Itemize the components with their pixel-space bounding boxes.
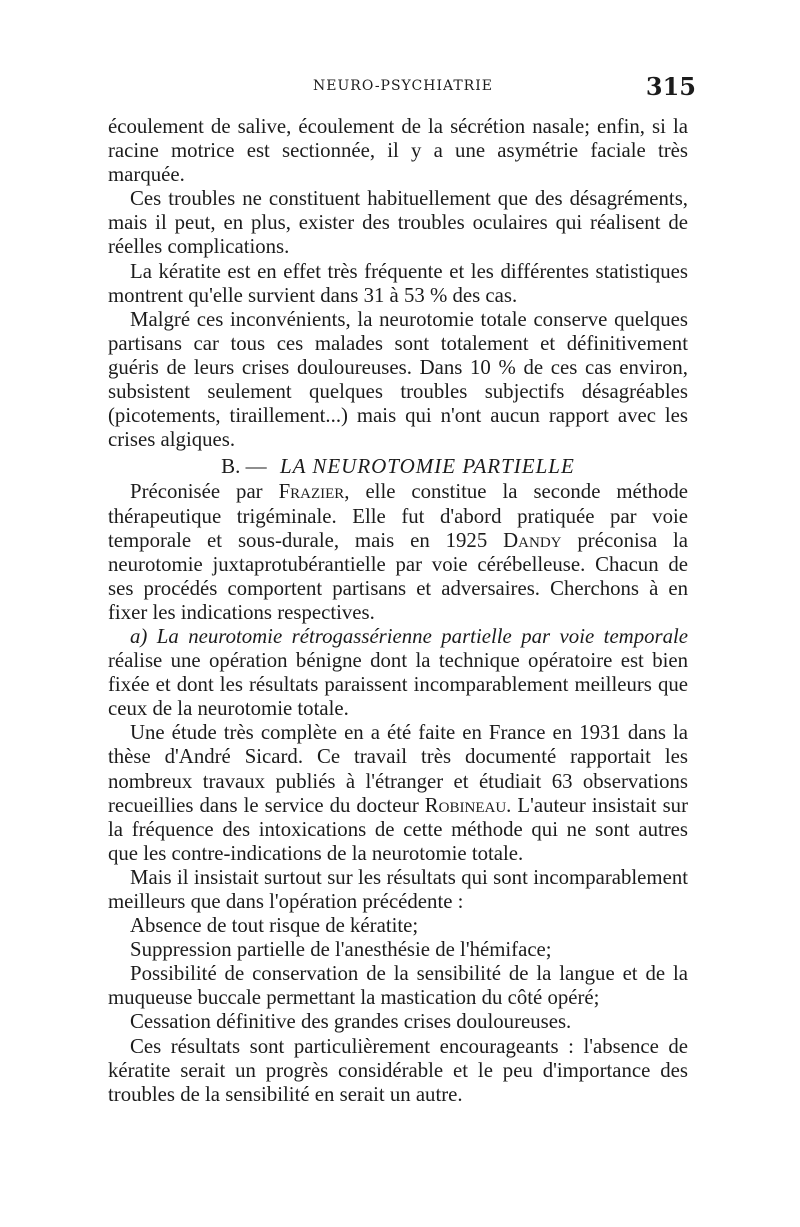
- paragraph: [108, 480, 688, 625]
- text-run: préconisa la neurotomie juxtaprotubérantielle par voie cérébelleuse. Chacun de ses procédés comportent partisans et adversaires. Cherchons à en fixer les indications respectives.: [108, 528, 688, 624]
- paragraph-continuation: écoulement de salive, écoulement de la sécrétion nasale; enfin, si la racine motrice est sectionnée, il y a une asymétrie faciale très marquée.: [108, 115, 688, 187]
- page-number: 315: [645, 72, 696, 101]
- paragraph: Malgré ces inconvénients, la neurotomie totale conserve quelques partisans car tous ces malades sont totalement et définitivement guéris de leurs crises douloureuses. Dans 10 % de ces cas environ, subsistent seulement quelques troubles subjectifs désagréables (picotements, tiraillement...) mais qui n'ont aucun rapport avec les crises algiques.: [108, 307, 688, 452]
- paragraph: [108, 721, 688, 866]
- section-heading: [108, 454, 688, 478]
- list-item: Possibilité de conservation de la sensibilité de la langue et de la muqueuse buccale permettant la mastication du côté opéré;: [108, 962, 688, 1010]
- text-run: réalise une opération bénigne dont la technique opératoire est bien fixée et dont les résultats paraissent incomparablement meilleurs que ceux de la neurotomie totale.: [108, 649, 688, 721]
- paragraph: Ces troubles ne constituent habituellement que des désagréments, mais il peut, en plus, exister des troubles oculaires qui réalisent de réelles complications.: [108, 187, 688, 259]
- text-run: Une étude très complète en a été faite en France en 1931 dans la thèse d'André Sicard. Ce travail très documenté rapportait les nombreux travaux publiés à l'étranger et étudiait 63 observations recueillies dans le service du docteur: [108, 721, 688, 817]
- list-item: Suppression partielle de l'anesthésie de l'hémiface;: [130, 938, 552, 962]
- list-item: Absence de tout risque de kératite;: [130, 914, 419, 938]
- paragraph: Ces résultats sont particulièrement encourageants : l'absence de kératite serait un progrès considérable et le peu d'importance des troubles de la sensibilité en serait un autre.: [108, 1034, 688, 1106]
- section-title: LA NEUROTOMIE PARTIELLE: [279, 454, 575, 479]
- paragraph: Mais il insistait surtout sur les résultats qui sont incomparablement meilleurs que dans l'opération précédente :: [108, 865, 688, 913]
- author-name: Frazier: [278, 480, 345, 504]
- text-run: . L'auteur insistait sur la fréquence des intoxications de cette méthode qui ne sont autres que les contre-indications de la neurotomie totale.: [108, 793, 688, 865]
- list-item: Cessation définitive des grandes crises douloureuses.: [130, 1010, 572, 1034]
- author-name: Robineau: [424, 793, 507, 817]
- text-run: , elle constitue la seconde méthode thérapeutique trigéminale. Elle fut d'abord pratiquée par voie temporale et sous-durale, mais en 1925: [108, 480, 688, 552]
- text-column: [108, 115, 688, 1107]
- subsection-title: a) La neurotomie rétrogassérienne partielle par voie temporale: [130, 624, 688, 648]
- text-run: Préconisée par: [130, 480, 279, 504]
- paragraph: La kératite est en effet très fréquente et les différentes statistiques montrent qu'elle survient dans 31 à 53 % des cas.: [108, 259, 688, 307]
- paragraph: [108, 625, 688, 721]
- section-label: B. —: [221, 454, 267, 479]
- author-name: Dandy: [503, 528, 562, 552]
- running-title: NEURO-PSYCHIATRIE: [313, 78, 493, 94]
- running-head: [110, 72, 696, 102]
